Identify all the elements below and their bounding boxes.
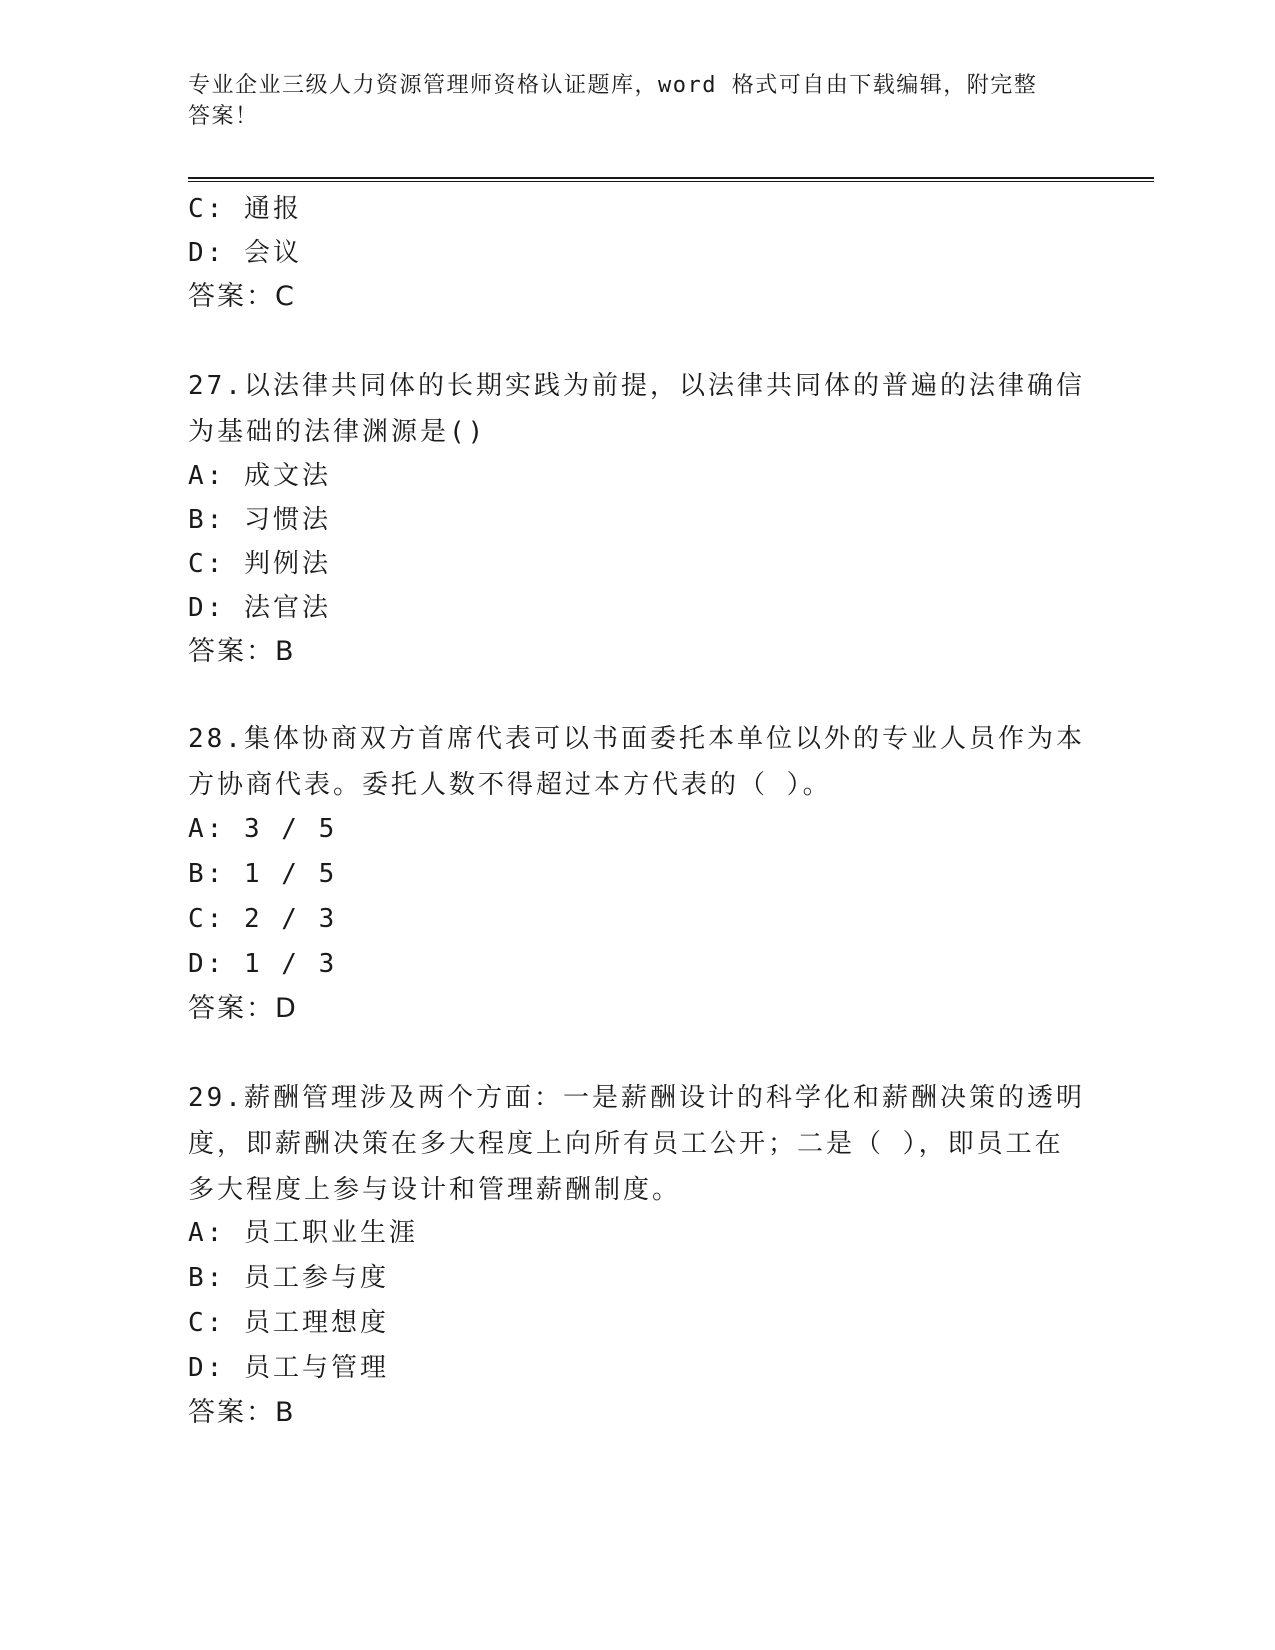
header-line-2: 答案！	[188, 104, 259, 129]
q27-option-c: C: 判例法	[188, 549, 331, 579]
q29-option-a: A: 员工职业生涯	[188, 1218, 418, 1248]
q29-stem-line-2: 度，即薪酬决策在多大程度上向所有员工公开；二是（ ），即员工在	[188, 1129, 1064, 1159]
q27-option-b: B: 习惯法	[188, 505, 331, 535]
q27-stem-line-1: 27.以法律共同体的长期实践为前提，以法律共同体的普遍的法律确信	[188, 371, 1085, 401]
q26-option-c: C: 通报	[188, 194, 302, 224]
q29-stem	[188, 1075, 1088, 1213]
q28-stem	[188, 716, 1088, 808]
q27-option-a: A: 成文法	[188, 461, 331, 491]
q28-option-a: A: 3 / 5	[188, 814, 338, 844]
q28-stem-line-2: 方协商代表。委托人数不得超过本方代表的（ ）。	[188, 770, 832, 800]
q29-option-c: C: 员工理想度	[188, 1308, 389, 1338]
q28-option-d: D: 1 / 3	[188, 949, 338, 979]
q28-option-b: B: 1 / 5	[188, 859, 338, 889]
header-note	[188, 70, 1088, 132]
q29-answer: 答案：B	[188, 1397, 296, 1428]
q28-answer: 答案：D	[188, 993, 298, 1024]
q27-answer: 答案：B	[188, 636, 296, 667]
q29-stem-line-3: 多大程度上参与设计和管理薪酬制度。	[188, 1175, 682, 1205]
q26-option-d: D: 会议	[188, 238, 302, 268]
q27-option-d: D: 法官法	[188, 593, 331, 623]
q26-answer: 答案：C	[188, 281, 296, 312]
header-line-1: 专业企业三级人力资源管理师资格认证题库，word 格式可自由下载编辑，附完整	[188, 73, 1038, 98]
q29-option-b: B: 员工参与度	[188, 1263, 389, 1293]
q27-stem-line-2: 为基础的法律渊源是()	[188, 417, 487, 447]
q28-stem-line-1: 28.集体协商双方首席代表可以书面委托本单位以外的专业人员作为本	[188, 724, 1085, 754]
q29-stem-line-1: 29.薪酬管理涉及两个方面：一是薪酬设计的科学化和薪酬决策的透明	[188, 1083, 1085, 1113]
q27-stem	[188, 363, 1088, 455]
header-divider	[188, 177, 1154, 182]
q28-option-c: C: 2 / 3	[188, 904, 338, 934]
q29-option-d: D: 员工与管理	[188, 1353, 389, 1383]
